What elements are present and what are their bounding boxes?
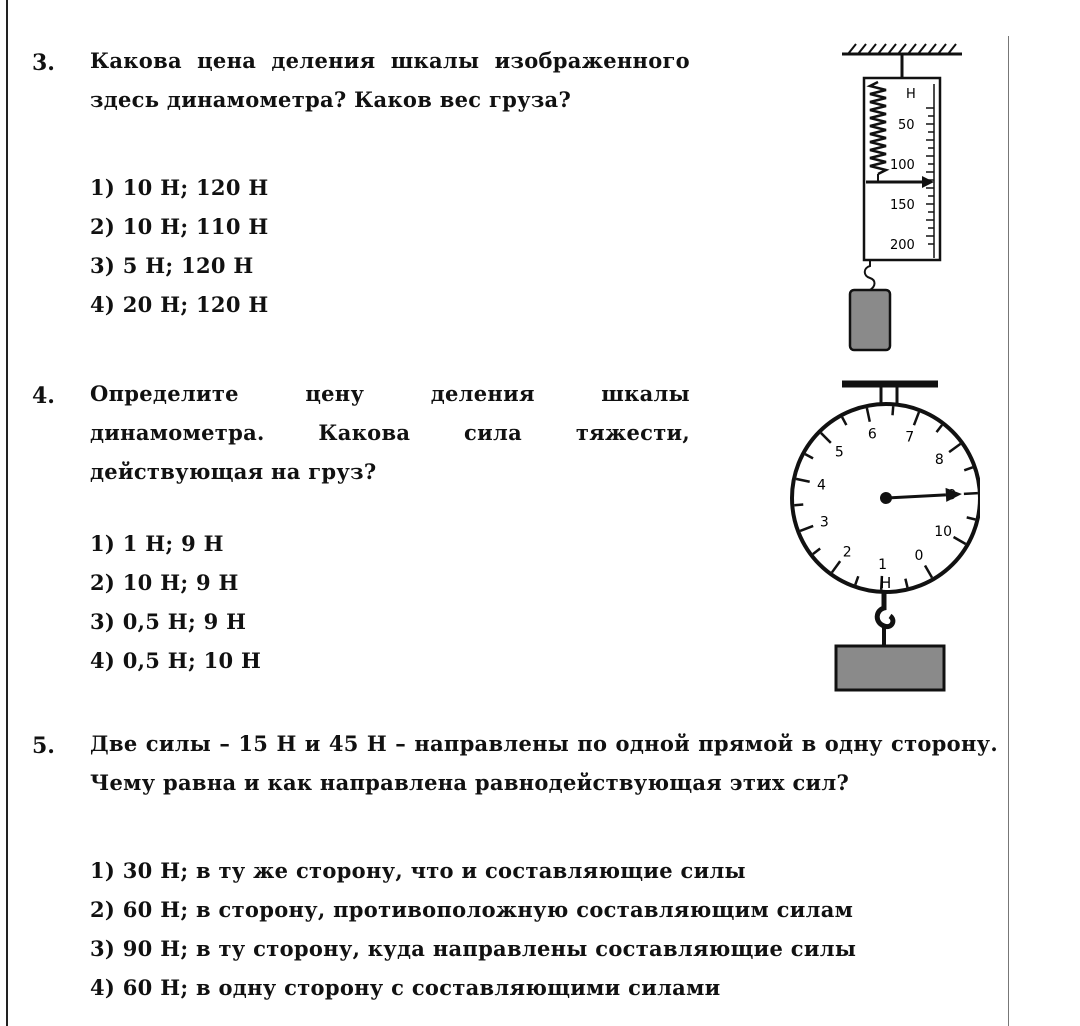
question-text: Определите цену деления шкалы динамометра. Какова сила тяжести, действующая на груз? xyxy=(90,381,690,484)
dial-tick xyxy=(794,505,803,506)
scale-label: 150 xyxy=(890,198,915,213)
dial-dynamometer-figure xyxy=(780,372,980,694)
needle-pivot xyxy=(880,492,892,504)
answer-option[interactable]: 4) 20 Н; 120 Н xyxy=(90,292,269,317)
question-text: Какова цена деления шкалы изображенного здесь динамометра? Каков вес груза? xyxy=(90,48,690,112)
answer-list xyxy=(90,168,269,324)
answer-list xyxy=(90,851,856,1007)
dial-number-label: 1 xyxy=(878,556,888,573)
question-number: 5. xyxy=(32,733,55,759)
page-left-border xyxy=(6,0,8,1026)
page-right-border xyxy=(1008,36,1009,1026)
answer-option[interactable]: 2) 10 Н; 110 Н xyxy=(90,214,269,239)
answer-list xyxy=(90,524,261,680)
mount-stem xyxy=(881,386,897,404)
dial-unit-label: Н xyxy=(880,574,892,592)
hook-icon xyxy=(877,592,893,627)
answer-option[interactable]: 4) 0,5 Н; 10 Н xyxy=(90,648,262,673)
dial-number-label: 4 xyxy=(816,477,826,494)
answer-option[interactable]: 1) 1 Н; 9 Н xyxy=(90,531,224,556)
answer-option[interactable]: 3) 0,5 Н; 9 Н xyxy=(90,609,247,634)
question-number: 4. xyxy=(32,383,55,409)
spring-dynamometer-figure xyxy=(830,40,970,360)
hook-icon xyxy=(865,260,875,290)
scale-label: 100 xyxy=(890,158,915,173)
dial-number-label: 2 xyxy=(842,544,852,561)
answer-option[interactable]: 4) 60 Н; в одну сторону с составляющими силами xyxy=(90,975,721,1000)
answer-option[interactable]: 3) 90 Н; в ту сторону, куда направлены составляющие силы xyxy=(90,936,857,961)
scale-unit-label: Н xyxy=(906,87,916,102)
answer-option[interactable]: 1) 10 Н; 120 Н xyxy=(90,175,269,200)
question-number: 3. xyxy=(32,50,55,76)
scale-label: 50 xyxy=(898,118,915,133)
dial-tick xyxy=(964,493,978,494)
dial-number-label: 6 xyxy=(867,426,877,443)
answer-option[interactable]: 3) 5 Н; 120 Н xyxy=(90,253,254,278)
scale-label: 200 xyxy=(890,238,915,253)
dial-tick xyxy=(893,406,894,415)
answer-option[interactable]: 2) 60 Н; в сторону, противоположную составляющим силам xyxy=(90,897,854,922)
weight-block xyxy=(850,290,890,350)
question-text: Две силы – 15 Н и 45 Н – направлены по одной прямой в одну сторону. Чему равна и как направлена равнодействующая этих сил? xyxy=(90,731,998,795)
answer-option[interactable]: 2) 10 Н; 9 Н xyxy=(90,570,239,595)
dial-number-label: 7 xyxy=(905,429,915,446)
dial-number-label: 8 xyxy=(934,452,944,469)
dial-number-label: 0 xyxy=(914,548,924,565)
dial-number-label: 5 xyxy=(834,444,844,461)
dial-number-label: 3 xyxy=(819,514,829,531)
ceiling-hatch xyxy=(842,44,962,54)
answer-option[interactable]: 1) 30 Н; в ту же сторону, что и составляющие силы xyxy=(90,858,746,883)
dial-number-label: 10 xyxy=(934,524,953,540)
weight-block xyxy=(836,646,944,690)
